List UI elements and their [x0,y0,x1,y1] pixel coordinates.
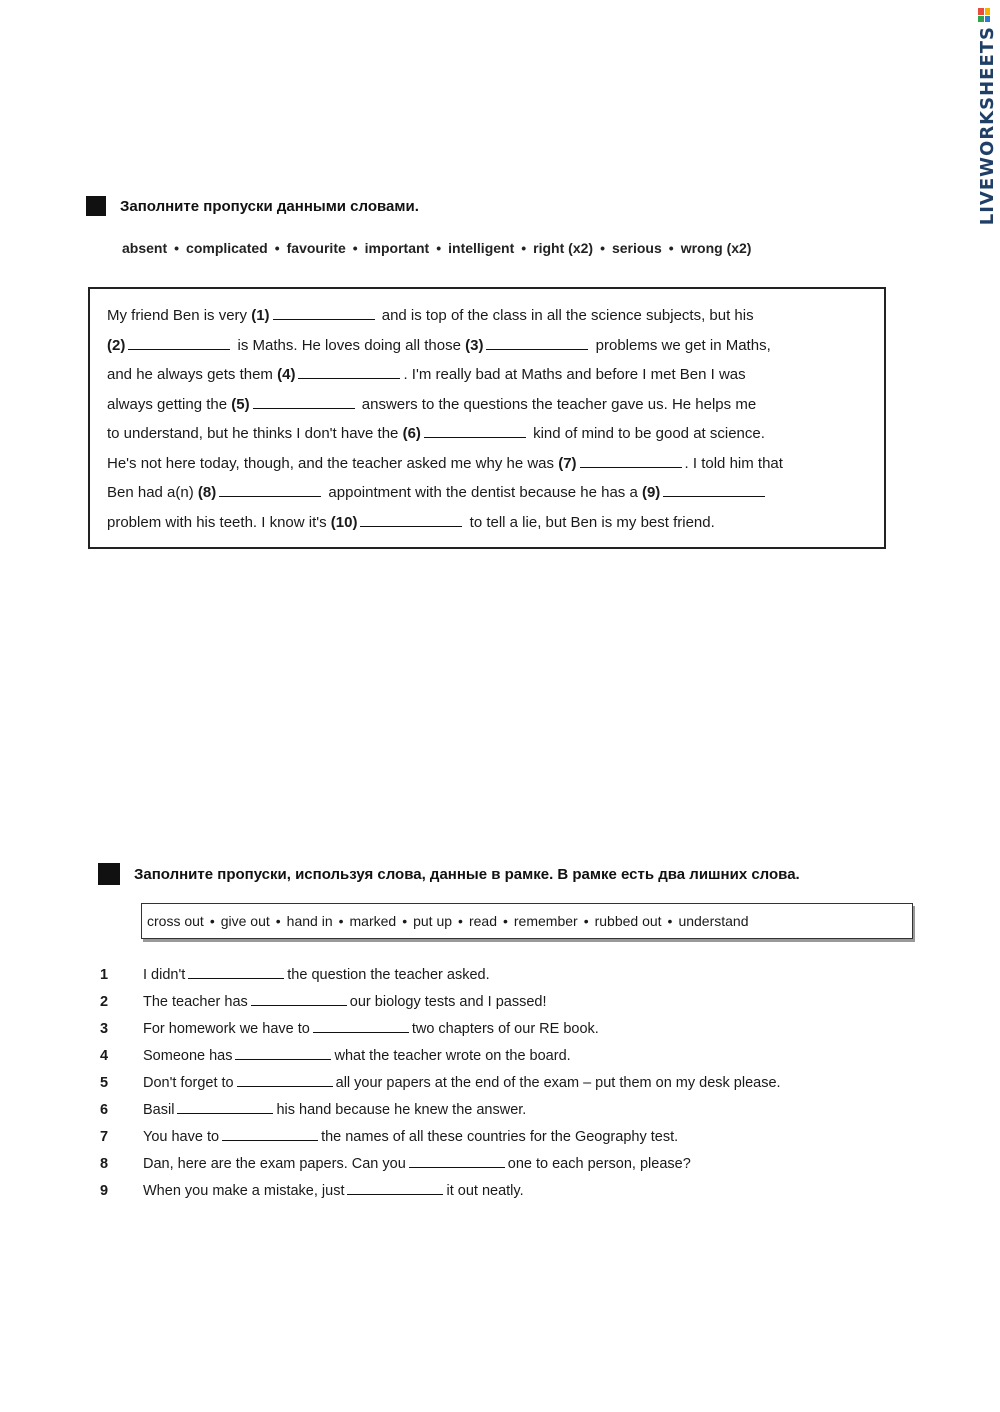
exercise2-word-box: cross out • give out • hand in • marked • put up • read • remember • rubbed out • understand [141,903,913,939]
word: remember [513,913,578,929]
word: rubbed out [594,913,662,929]
word: important [364,240,430,256]
exercise2-item: 2 The teacher has our biology tests and I passed! [100,991,546,1010]
word: cross out [147,913,204,929]
word: marked [349,913,397,929]
bullet-square-icon [86,196,106,216]
text-line: and he always gets them (4) . I'm really bad at Maths and before I met Ben I was [107,366,746,383]
answer-blank-4[interactable] [298,364,400,379]
answer-blank[interactable] [409,1153,505,1168]
brand-logo-icon [978,8,990,22]
answer-blank[interactable] [235,1045,331,1060]
answer-blank-10[interactable] [360,512,462,527]
word: give out [220,913,270,929]
word: wrong (x2) [680,240,752,256]
exercise2-item: 1 I didn't the question the teacher asked. [100,964,490,983]
word: serious [611,240,662,256]
answer-blank-7[interactable] [580,453,682,468]
text-line: (2) is Maths. He loves doing all those (3) problems we get in Maths, [107,336,771,354]
answer-blank[interactable] [347,1180,443,1195]
text-line: Ben had a(n) (8) appointment with the dentist because he has a (9) [107,478,877,508]
text-line: to understand, but he thinks I don't have the (6) kind of mind to be good at science. [107,425,765,442]
word: intelligent [448,240,515,256]
answer-blank[interactable] [313,1018,409,1033]
answer-blank-8[interactable] [219,482,321,497]
text-line: He's not here today, though, and the teacher asked me why he was (7) . I told him that [107,454,783,472]
text-line: problem with his teeth. I know it's (10) to tell a lie, but Ben is my best friend. [107,513,715,531]
exercise2-item: 9 When you make a mistake, just it out neatly. [100,1180,524,1199]
bullet-square-icon [98,863,120,885]
word: hand in [286,913,333,929]
exercise1-instruction: Заполните пропуски данными словами. [120,197,419,215]
answer-blank-6[interactable] [424,423,526,438]
answer-blank-3[interactable] [486,335,588,350]
exercise2-item: 7 You have to the names of all these countries for the Geography test. [100,1126,678,1145]
word: complicated [186,240,268,256]
answer-blank-9[interactable] [663,482,765,497]
exercise1-word-bank: absent • complicated • favourite • important • intelligent • right (x2) • serious • wrong (x2) [122,240,752,256]
answer-blank[interactable] [237,1072,333,1087]
word: absent [122,240,168,256]
answer-blank[interactable] [188,964,284,979]
exercise2-heading [98,863,800,885]
word: right (x2) [533,240,594,256]
exercise2-item: 5 Don't forget to all your papers at the end of the exam – put them on my desk please. [100,1072,781,1091]
exercise1-paragraph [107,301,877,537]
word: read [468,913,497,929]
exercise1-text-box [88,287,886,549]
text-line: My friend Ben is very (1) and is top of the class in all the science subjects, but his [107,307,754,324]
exercise1-heading [86,196,419,216]
answer-blank-1[interactable] [273,305,375,320]
word: put up [413,913,453,929]
exercise2-item: 4 Someone has what the teacher wrote on the board. [100,1045,571,1064]
word: understand [678,913,749,929]
answer-blank-5[interactable] [253,394,355,409]
exercise2-item: 8 Dan, here are the exam papers. Can you one to each person, please? [100,1153,691,1172]
answer-blank[interactable] [251,991,347,1006]
answer-blank[interactable] [222,1126,318,1141]
brand-logo: LIVEWORKSHEETS [977,26,998,226]
word: favourite [286,240,346,256]
exercise2-instruction: Заполните пропуски, используя слова, данные в рамке. В рамке есть два лишних слова. [134,865,800,883]
exercise2-item: 6 Basil his hand because he knew the answer. [100,1099,526,1118]
answer-blank-2[interactable] [128,335,230,350]
exercise2-item: 3 For homework we have to two chapters of our RE book. [100,1018,599,1037]
answer-blank[interactable] [177,1099,273,1114]
text-line: always getting the (5) answers to the questions the teacher gave us. He helps me [107,395,757,413]
